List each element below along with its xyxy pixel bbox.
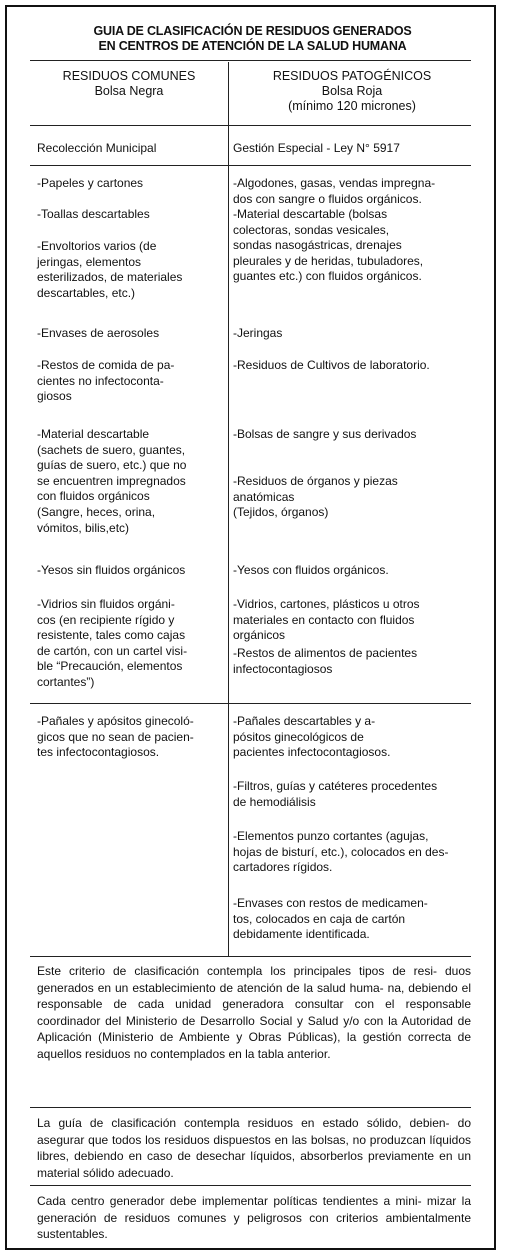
note-rule-1 xyxy=(30,1107,471,1108)
table-bottom-rule xyxy=(30,956,471,957)
mgmt-left: Recolección Municipal xyxy=(37,141,157,155)
right-item: -Algodones, gasas, vendas impregna- dos con sangre o fluidos orgánicos. xyxy=(233,176,436,206)
right-item: -Vidrios, cartones, plásticos u otros materiales en contacto con fluidos orgánicos xyxy=(233,597,420,643)
left-item: -Restos de comida de pa- cientes no infectoconta- giosos xyxy=(37,358,175,404)
header-top-rule xyxy=(30,60,471,61)
left-item: -Pañales y apósitos ginecoló- gicos que no sean de pacien- tes infectocontagiosos. xyxy=(37,714,194,760)
col-right-bag: Bolsa Roja xyxy=(321,84,383,98)
right-item: -Elementos punzo cortantes (agujas, hojas de bisturí, etc.), colocados en des- cartadores rígidos. xyxy=(233,829,449,875)
right-item: -Residuos de Cultivos de laboratorio. xyxy=(233,358,430,372)
right-item: -Residuos de órganos y piezas anatómicas (Tejidos, órganos) xyxy=(233,474,398,520)
right-item: -Filtros, guías y catéteres procedentes de hemodiálisis xyxy=(233,779,438,809)
left-item: -Envoltorios varios (de jeringas, elementos esterilizados, de materiales descartables, etc.) xyxy=(37,239,183,300)
note-3: Cada centro generador debe implementar políticas tendientes a mini- mizar la generación de residuos comunes y peligrosos con criterios ambientalmente sustentables. xyxy=(37,1194,471,1241)
left-item: -Vidrios sin fluidos orgáni- cos (en recipiente rígido y resistente, tales como cajas de cartón, con un cartel visi- ble “Precaución, elementos cortantes”) xyxy=(37,597,188,689)
right-item: -Envases con restos de medicamen- tos, colocados en caja de cartón debidamente identificada. xyxy=(233,896,428,942)
note-2: La guía de clasificación contempla residuos en estado sólido, debien- do asegurar que todos los residuos dispuestos en las bolsas, no produzcan líquidos libres, debiendo en caso de desechar líquidos, absorberlos previamente en un material sólido adecuado. xyxy=(37,1116,471,1180)
note-rule-2 xyxy=(30,1185,471,1186)
mgmt-rule xyxy=(30,165,471,166)
right-item: -Material descartable (bolsas colectoras, sondas vesicales, sondas nasogástricas, drenajes pleurales y de heridas, tubuladores, guantes etc.) con fluidos orgánicos. xyxy=(233,207,424,284)
left-item: -Papeles y cartones xyxy=(37,176,144,190)
pañales-rule xyxy=(30,703,471,704)
left-item: -Toallas descartables xyxy=(37,207,150,221)
title-line-2: EN CENTROS DE ATENCIÓN DE LA SALUD HUMANA xyxy=(98,39,407,53)
right-item: -Jeringas xyxy=(233,326,283,340)
right-item: -Bolsas de sangre y sus derivados xyxy=(233,427,417,441)
col-left-name: RESIDUOS COMUNES xyxy=(62,69,196,83)
mgmt-right: Gestión Especial - Ley N° 5917 xyxy=(233,141,400,155)
col-right-header xyxy=(233,69,471,114)
column-divider-upper xyxy=(228,62,229,721)
right-item: -Yesos con fluidos orgánicos. xyxy=(233,563,389,577)
right-item: -Pañales descartables y a- pósitos ginecológicos de pacientes infectocontagiosos. xyxy=(233,714,391,760)
col-left-header xyxy=(30,69,228,99)
right-item: -Restos de alimentos de pacientes infectocontagiosos xyxy=(233,646,418,676)
column-divider-lower xyxy=(228,708,229,956)
col-right-note: (mínimo 120 micrones) xyxy=(288,99,416,113)
note-1: Este criterio de clasificación contempla los principales tipos de resi- duos generados en un establecimiento de atención de la salud huma- na, debiendo el responsable de cada unidad generadora consultar con el responsable coordinador del Ministerio de Desarrollo Social y Salud y/o con la Autoridad de Aplicación (Ministerio de Ambiente y Obras Públicas), la gestión correcta de aquellos residuos no contemplados en la tabla anterior. xyxy=(37,964,471,1061)
header-bottom-rule xyxy=(30,125,471,126)
col-left-bag: Bolsa Negra xyxy=(94,84,164,98)
title-line-1: GUIA DE CLASIFICACIÓN DE RESIDUOS GENERADOS xyxy=(93,24,412,38)
left-item: -Material descartable (sachets de suero, guantes, guías de suero, etc.) que no se encuentren impregnados con fluidos orgánicos (Sangre, heces, orina, vómitos, bilis,etc) xyxy=(37,427,187,535)
left-item: -Yesos sin fluidos orgánicos xyxy=(37,563,186,577)
col-right-name: RESIDUOS PATOGÉNICOS xyxy=(272,69,432,83)
left-item: -Envases de aerosoles xyxy=(37,326,160,340)
